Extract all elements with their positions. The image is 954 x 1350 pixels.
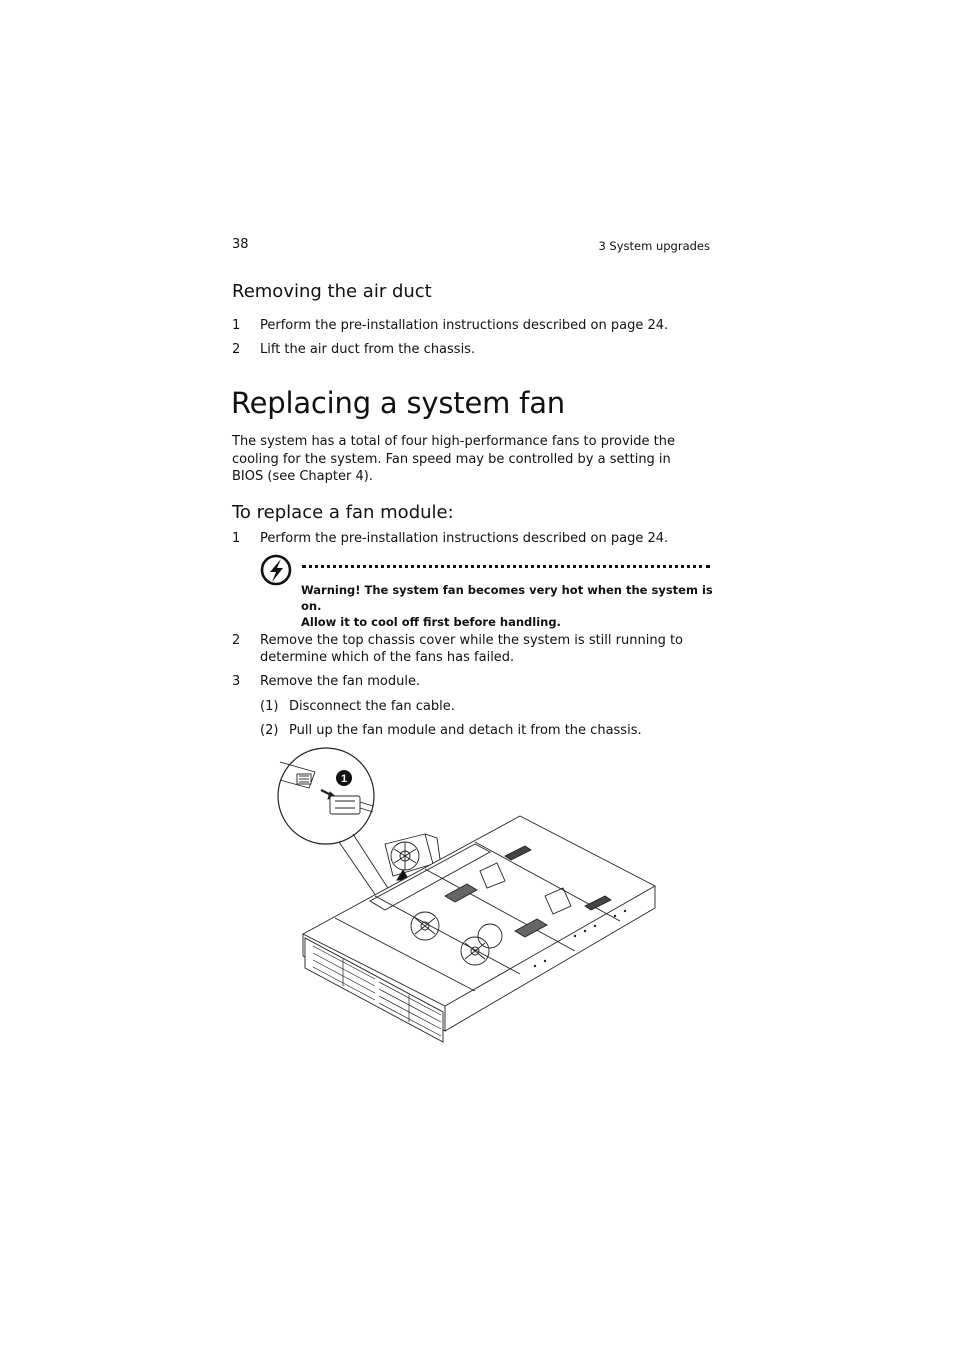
warning-divider [302, 565, 710, 568]
substep-number: (1) [260, 699, 279, 714]
step-number: 2 [232, 633, 241, 648]
running-head: 3 System upgrades [598, 239, 710, 253]
fan-removal-illustration [275, 746, 665, 1046]
step-number: 1 [232, 318, 241, 333]
step-text: Lift the air duct from the chassis. [260, 342, 476, 357]
section-heading-air-duct: Removing the air duct [232, 281, 432, 302]
substep-text: Disconnect the fan cable. [289, 699, 455, 714]
procedure-heading: To replace a fan module: [232, 502, 454, 523]
page-title: Replacing a system fan [231, 386, 565, 420]
step-text: Perform the pre-installation instructions described on page 24. [260, 318, 669, 333]
step-number: 3 [232, 674, 241, 689]
substep-number: (2) [260, 723, 279, 738]
substep-text: Pull up the fan module and detach it from the chassis. [289, 723, 642, 738]
warning-lightning-icon [260, 553, 294, 587]
callout-1-label: 1 [340, 773, 348, 785]
step-text: Remove the fan module. [260, 674, 421, 689]
step-number: 1 [232, 531, 241, 546]
step-text: Remove the top chassis cover while the system is still running to determine which of the fans has failed. [260, 633, 684, 665]
intro-paragraph: The system has a total of four high-performance fans to provide the cooling for the system. Fan speed may be controlled by a setting in BIOS (see Chapter 4). [232, 434, 675, 484]
warning-text [301, 582, 721, 630]
step-text: Perform the pre-installation instructions described on page 24. [260, 531, 669, 546]
warning-line-2: Allow it to cool off first before handling. [301, 615, 561, 629]
step-number: 2 [232, 342, 241, 357]
page-number: 38 [232, 237, 249, 252]
warning-line-1: Warning! The system fan becomes very hot when the system is on. [301, 583, 713, 613]
